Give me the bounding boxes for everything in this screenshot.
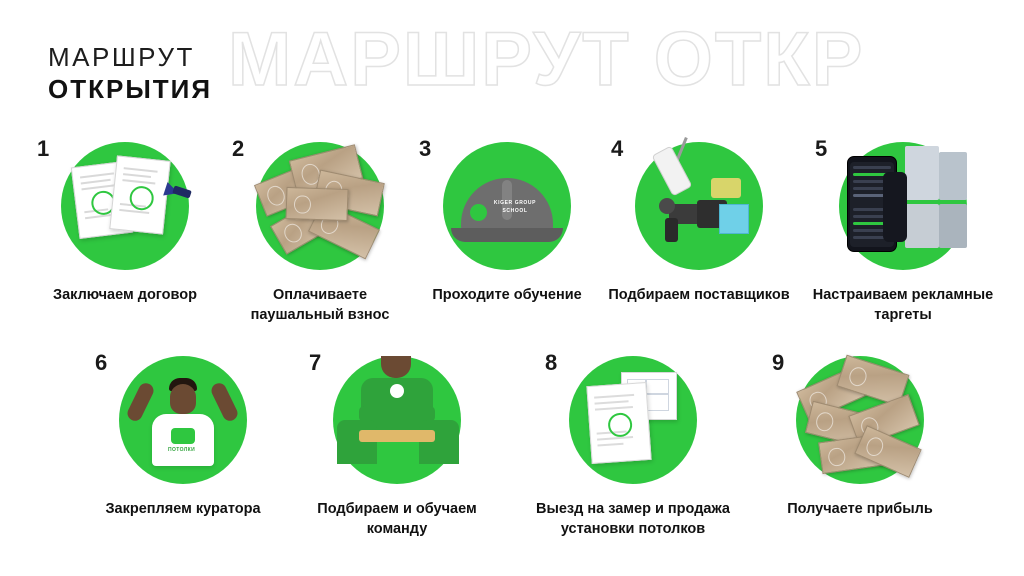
step-9-illustration [772,350,924,484]
step-4 [604,136,794,306]
step-2-label: Оплачиваете паушальный взнос [250,287,390,323]
step-6-label: Закрепляем куратора [105,501,261,517]
page-title-line1: МАРШРУТ [48,42,195,72]
step-6-number: 6 [95,350,108,375]
step-9-label: Получаете прибыль [787,501,933,517]
step-8 [528,350,738,539]
helmet-brand-text: KIGER GROUP SCHOOL [493,200,537,214]
step-6-illustration [95,350,247,484]
step-1-number: 1 [37,136,50,161]
ad-photo-tile [905,204,939,248]
step-5-illustration [815,136,967,270]
step-5-label: Настраиваем рекламные таргеты [812,287,994,323]
tool-box-icon [719,204,749,234]
step-4-illustration [611,136,763,270]
shirt-logo [171,428,195,444]
step-7-illustration [309,350,461,484]
step-7-number: 7 [309,350,322,375]
step-9 [765,350,955,520]
shirt-brand-text: ПОТОЛКИ [168,447,196,453]
team-second-worker [337,420,377,464]
page-header [0,0,1024,130]
step-9-number: 9 [772,350,785,375]
team-badge [390,384,404,398]
step-1-illustration [37,136,189,270]
step-6 [88,350,278,520]
step-3-number: 3 [419,136,432,161]
step-3-illustration [419,136,571,270]
step-1 [30,136,220,306]
helmet-logo [470,204,487,221]
ad-photo-tile [939,204,967,248]
ad-photo-tile [939,152,967,200]
phone-second [883,172,907,242]
banknote [285,187,348,221]
ghost-title-text: МАРШРУТ ОТКР [228,17,865,102]
step-1-label: Заключаем договор [53,287,197,303]
curator-person-icon [170,384,196,414]
measurement-documents-icon [586,382,651,464]
step-7 [302,350,492,539]
page-title [48,42,212,105]
step-5 [808,136,998,325]
step-4-number: 4 [611,136,624,161]
glue-gun-handle [665,218,678,242]
team-third-worker [419,420,459,464]
step-5-number: 5 [815,136,828,161]
helmet-brim [451,228,563,242]
page-title-line2: ОТКРЫТИЯ [48,73,213,104]
step-2-number: 2 [232,136,245,161]
tool-small-part [659,198,675,214]
step-7-label: Подбираем и обучаем команду [317,501,477,537]
step-2 [225,136,415,325]
step-3-label: Проходите обучение [432,287,582,303]
step-2-illustration [232,136,384,270]
step-4-label: Подбираем поставщиков [608,287,790,303]
ad-photo-tile [905,146,939,200]
step-3 [412,136,602,306]
tape-icon [711,178,741,198]
step-8-number: 8 [545,350,558,375]
step-8-label: Выезд на замер и продажа установки потолков [536,501,730,537]
contract-second-page [109,155,170,234]
team-toolbelt [359,430,435,442]
step-8-illustration [545,350,697,484]
